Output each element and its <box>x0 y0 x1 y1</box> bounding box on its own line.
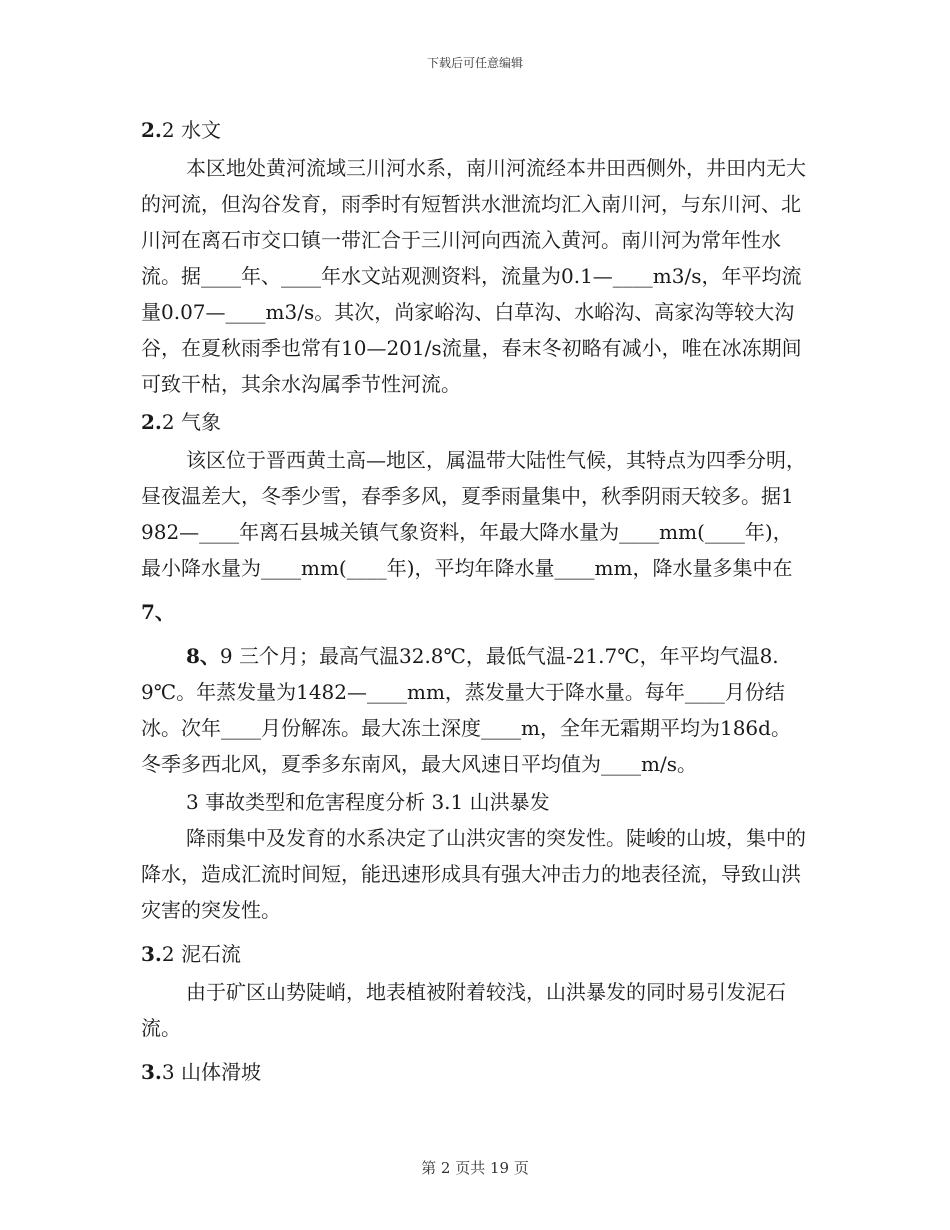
climate-paragraph <box>141 638 806 782</box>
heading-text: 2 泥石流 <box>161 942 241 966</box>
section-heading-debris-flow <box>141 936 806 972</box>
hydrology-paragraph: 本区地处黄河流域三川河水系，南川河流经本井田西侧外，井田内无大的河流，但沟谷发育，雨季时有短暂洪水泄流均汇入南川河，与东川河、北川河在离石市交口镇一带汇合于三川河向西流入黄河。南川河为常年性水流。据____年、____年水文站观测资料，流量为0.1—____m3/s，年平均流量0.07—____m3/s。其次，尚家峪沟、白草沟、水峪沟、高家沟等较大沟谷，在夏秋雨季也常有10—201/s流量，春末冬初略有减小，唯在冰冻期间可致干枯，其余水沟属季节性河流。 <box>141 156 806 396</box>
page-header: 下载后可任意编辑 <box>426 56 523 70</box>
heading-number: 2. <box>141 410 162 434</box>
heading-number: 3. <box>141 942 162 966</box>
section-heading-hydrology <box>141 112 806 148</box>
list-number-8: 8、 <box>186 644 220 668</box>
section-heading-accident-types: 3 事故类型和危害程度分析 3.1 山洪暴发 <box>186 790 550 814</box>
list-number-7 <box>141 594 806 630</box>
document-body <box>141 112 806 1090</box>
page-number: 第 2 页共 19 页 <box>421 1159 529 1177</box>
debris-flow-paragraph: 由于矿区山势陡峭，地表植被附着较浅，山洪暴发的同时易引发泥石流。 <box>141 980 786 1040</box>
heading-number: 7、 <box>141 600 175 624</box>
heading-text: 2 气象 <box>161 410 221 434</box>
climate-text: 9 三个月；最高气温32.8℃，最低气温-21.7℃，年平均气温8.9℃。年蒸发量为1482—____mm，蒸发量大于降水量。每年____月份结冰。次年____月份解冻。最大冻土深度____m，全年无霜期平均为186d。冬季多西北风，夏季多东南风，最大风速日平均值为____m/s。 <box>141 644 791 776</box>
heading-text: 3 山体滑坡 <box>161 1060 261 1084</box>
heading-number: 2. <box>141 118 162 142</box>
section-heading-meteorology <box>141 404 806 440</box>
heading-number: 3. <box>141 1060 162 1084</box>
heading-text: 2 水文 <box>161 118 221 142</box>
section-heading-landslide <box>141 1054 806 1090</box>
flood-paragraph: 降雨集中及发育的水系决定了山洪灾害的突发性。陡峻的山坡，集中的降水，造成汇流时间短，能迅速形成具有强大冲击力的地表径流，导致山洪灾害的突发性。 <box>141 826 806 922</box>
meteorology-paragraph: 该区位于晋西黄土高—地区，属温带大陆性气候，其特点为四季分明，昼夜温差大，冬季少雪，春季多风，夏季雨量集中，秋季阴雨天较多。据1982—____年离石县城关镇气象资料，年最大降水量为____mm(____年)，最小降水量为____mm(____年)，平均年降水量____mm，降水量多集中在 <box>141 448 806 580</box>
